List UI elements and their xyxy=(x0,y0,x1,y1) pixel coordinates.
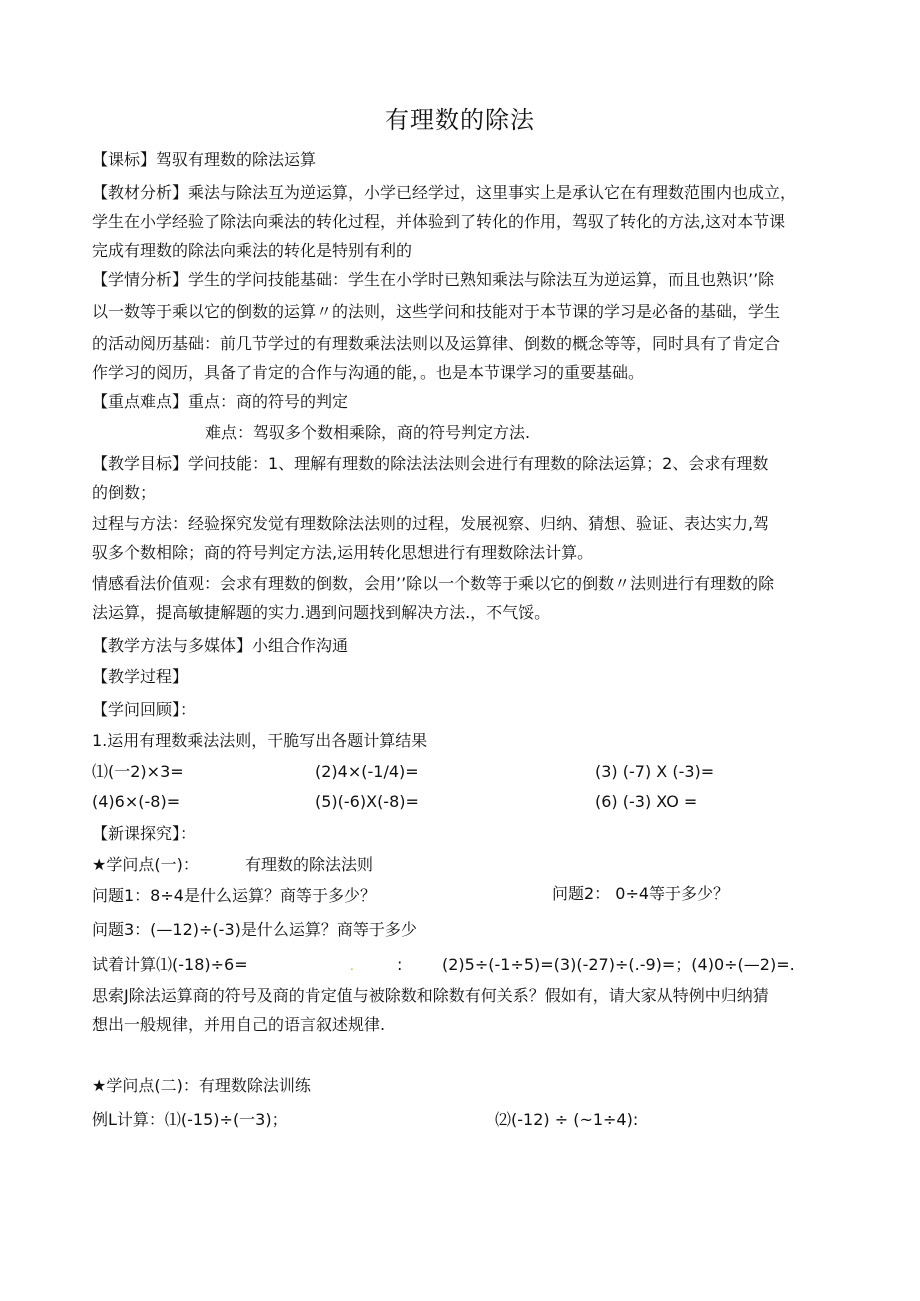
review-item-6: (6) (-3) XO = xyxy=(595,792,698,811)
attitude-line-2: 法运算，提高敏捷解题的实力.遇到问题找到解决方法.，不气馁。 xyxy=(92,603,551,622)
curriculum-line: 【课标】驾驭有理数的除法运算 xyxy=(92,150,317,169)
teaching-process-heading: 【教学过程】 xyxy=(92,667,189,686)
think-line-1: 思索J除法运算商的符号及商的肯定值与被除数和除数有何关系？假如有，请大家从特例中归纳猜 xyxy=(92,986,769,1005)
review-instruction: 1.运用有理数乘法法则，干脆写出各题计算结果 xyxy=(92,731,428,750)
question-2: 问题2： 0÷4等于多少？ xyxy=(552,884,730,903)
think-line-2: 想出一般规律，并用自己的语言叙述规律. xyxy=(92,1015,386,1034)
textbook-analysis-line-1: 【教材分析】乘法与除法互为逆运算，小学已经学过，这里事实上是承认它在有理数范围内也成立， xyxy=(92,183,797,202)
process-method-line-1: 过程与方法：经验探究发觉有理数除法法则的过程，发展视察、归纳、猜想、验证、表达实力,驾 xyxy=(92,514,770,533)
process-method-line-2: 驭多个数相除；商的符号判定方法,运用转化思想进行有理数除法计算。 xyxy=(92,543,594,562)
teaching-method-line: 【教学方法与多媒体】小组合作沟通 xyxy=(92,636,349,655)
try-calc-mark: . xyxy=(350,959,354,973)
learner-analysis-line-1: 【学情分析】学生的学问技能基础：学生在小学时已熟知乘法与除法互为逆运算，而且也熟识’’除 xyxy=(92,270,775,289)
point-1-label: ★学问点(一)： xyxy=(92,855,199,874)
difficulty-line: 难点：驾驭多个数相乘除，商的符号判定方法. xyxy=(205,423,531,442)
document-title: 有理数的除法 xyxy=(385,106,535,134)
example-1-part-2: ⑵(-12) ÷ (~1÷4): xyxy=(495,1110,639,1129)
objectives-line-1: 【教学目标】学问技能：1、理解有理数的除法法法则会进行有理数的除法运算；2、会求有理数 xyxy=(92,454,769,473)
review-item-3: (3) (-7) X (-3)= xyxy=(595,762,715,781)
review-item-4: (4)6×(-8)= xyxy=(92,792,181,811)
attitude-line-1: 情感看法价值观：会求有理数的倒数，会用’’除以一个数等于乘以它的倒数〃法则进行有理数的除 xyxy=(92,574,775,593)
point-2-heading: ★学问点(二)：有理数除法训练 xyxy=(92,1076,311,1095)
try-calc-colon: : xyxy=(397,955,403,974)
key-points-line: 【重点难点】重点：商的符号的判定 xyxy=(92,392,349,411)
review-item-1: ⑴(一2)×3= xyxy=(92,762,184,781)
textbook-analysis-line-2: 学生在小学经验了除法向乘法的转化过程，并体验到了转化的作用，驾驭了转化的方法,这对本节课 xyxy=(92,212,786,231)
try-calc-part-1: 试着计算⑴(-18)÷6= xyxy=(92,955,248,974)
review-item-2: (2)4×(-1/4)= xyxy=(315,762,419,781)
question-1: 问题1：8÷4是什么运算？商等于多少？ xyxy=(92,886,376,905)
learner-analysis-line-4: 作学习的阅历，具备了肯定的合作与沟通的能，。也是本节课学习的重要基础。 xyxy=(92,363,645,382)
new-lesson-heading: 【新课探究】： xyxy=(92,824,197,843)
question-3: 问题3：(—12)÷(-3)是什么运算？商等于多少 xyxy=(92,920,417,939)
example-1-part-1: 例L计算：⑴(-15)÷(一3)； xyxy=(92,1110,288,1129)
point-1-topic: 有理数的除法法则 xyxy=(245,855,374,874)
learner-analysis-line-3: 的活动阅历基础：前几节学过的有理数乘法法则以及运算律、倒数的概念等等，同时具有了肯定合 xyxy=(92,334,781,353)
review-heading: 【学问回顾】： xyxy=(92,700,197,719)
try-calc-part-2: (2)5÷(-1÷5)=(3)(-27)÷(.-9)=；(4)0÷(—2)=. xyxy=(442,955,795,974)
textbook-analysis-line-3: 完成有理数的除法向乘法的转化是特别有利的 xyxy=(92,241,413,260)
review-item-5: (5)(-6)X(-8)= xyxy=(315,792,419,811)
objectives-line-2: 的倒数； xyxy=(92,483,157,502)
learner-analysis-line-2: 以一数等于乘以它的倒数的运算〃的法则，这些学问和技能对于本节课的学习是必备的基础，学生 xyxy=(92,302,781,321)
